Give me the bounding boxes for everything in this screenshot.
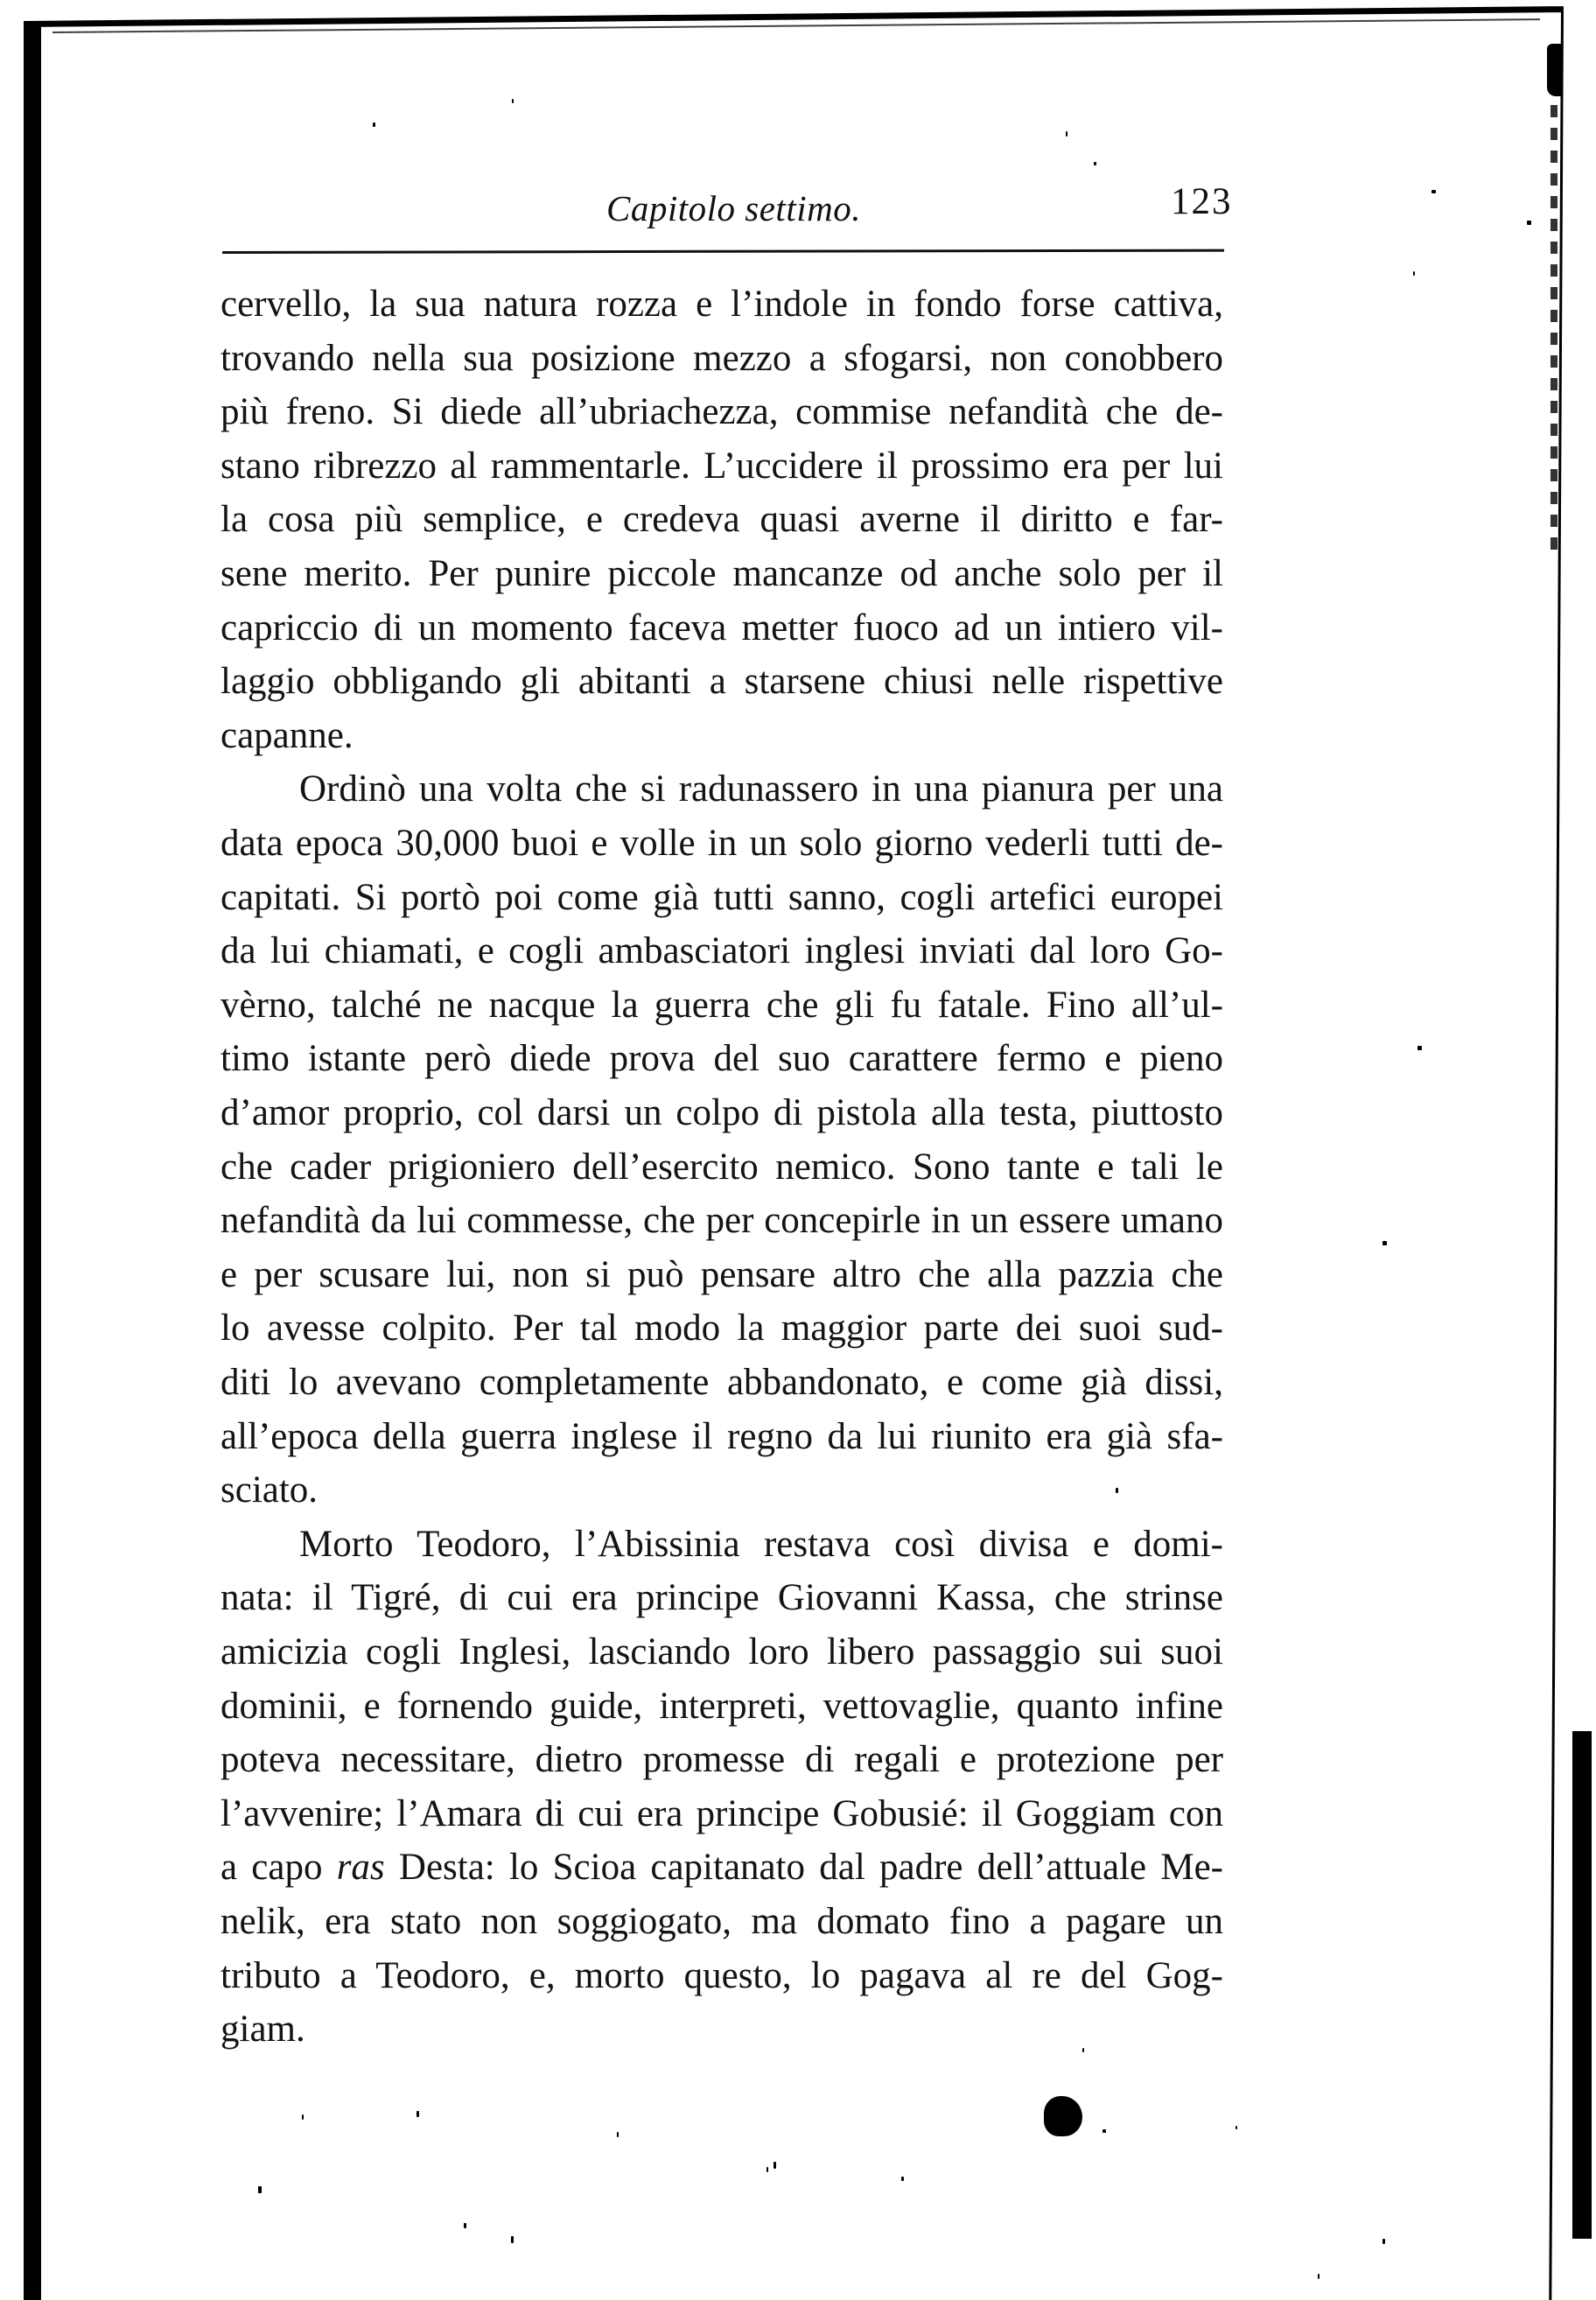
scan-speck [373,123,375,127]
scan-speck [1102,2129,1106,2133]
text-line: Morto Teodoro, l’Abissinia restava così divisa e domi- [299,1523,1223,1565]
text-line: nata: il Tigré, di cui era principe Giovanni Kassa, che strinse [220,1577,1223,1619]
scan-speck [464,2223,466,2228]
text-line: capitati. Si portò poi come già tutti sanno, cogli artefici europei [220,876,1223,918]
text-line: capanne. [220,714,354,756]
text-line: d’amor proprio, col darsi un colpo di pistola alla testa, piuttosto [220,1092,1223,1133]
text-line: all’epoca della guerra inglese il regno da lui riunito era già sfa- [220,1415,1223,1457]
text-line [220,1841,1223,1895]
scan-speck [1066,131,1068,137]
text-line: stano ribrezzo al rammentarle. L’uccidere il prossimo era per lui [220,445,1223,487]
scan-speck [302,2114,304,2120]
text-line: vèrno, talché ne nacque la guerra che gli fu fatale. Fino all’ul- [220,984,1223,1026]
header-rule [222,249,1224,254]
scan-speck [512,99,514,103]
scan-speck [1382,2239,1385,2244]
text-line: dominii, e fornendo guide, interpreti, vettovaglie, quanto infine [220,1685,1223,1727]
page-number: 123 [1171,181,1233,222]
text-line: timo istante però diede prova del suo carattere fermo e pieno [220,1038,1223,1080]
scan-speck [258,2186,262,2193]
text-segment: Desta: lo Scioa capitanato dal padre dell’attuale Me- [384,1847,1223,1889]
scan-border-right-thick [1572,1731,1592,2239]
scan-edge-noise [1550,105,1558,560]
text-line: giam. [220,2009,305,2051]
ink-blot [1044,2096,1082,2136]
text-line: poteva necessitare, dietro promesse di regali e protezione per [220,1739,1223,1781]
scan-speck [774,2162,776,2169]
scan-edge-blot [1547,44,1561,96]
text-line: da lui chiamati, e cogli ambasciatori inglesi inviati dal loro Go- [220,930,1223,972]
text-line: sene merito. Per punire piccole mancanze od anche solo per il [220,553,1223,594]
text-line: sciato. [220,1469,318,1511]
scan-speck [1432,190,1436,193]
scan-speck [1418,1046,1422,1050]
scan-border-top [24,6,1564,27]
scan-border-left [24,25,41,2300]
scan-speck [901,2177,904,2181]
text-line: data epoca 30,000 buoi e volle in un solo giorno vederli tutti de- [220,823,1223,864]
text-line: laggio obbligando gli abitanti a starsene chiusi nelle rispettive [220,661,1223,703]
text-line: nefandità da lui commesse, che per concepirle in un essere umano [220,1200,1223,1242]
text-line: che cader prigioniero dell’esercito nemico. Sono tante e tali le [220,1146,1223,1188]
scan-speck [766,2167,768,2172]
scan-speck [511,2236,514,2243]
scan-speck [1413,271,1415,276]
text-segment: a capo [220,1847,337,1889]
scan-speck [617,2132,619,2137]
scan-speck [1236,2126,1237,2129]
text-line: la cosa più semplice, e credeva quasi averne il diritto e far- [220,499,1223,541]
text-line: l’avvenire; l’Amara di cui era principe Gobusié: il Goggiam con [220,1792,1223,1834]
text-line: cervello, la sua natura rozza e l’indole in fondo forse cattiva, [220,284,1223,325]
running-head: Capitolo settimo. [606,188,861,228]
text-line: diti lo avevano completamente abbandonato, e come già dissi, [220,1362,1223,1403]
text-line: più freno. Si diede all’ubriachezza, commise nefandità che de- [220,391,1223,433]
text-line: capriccio di un momento faceva metter fuoco ad un intiero vil- [220,607,1223,649]
text-line: nelik, era stato non soggiogato, ma domato fino a pagare un [220,1901,1223,1942]
text-line: amicizia cogli Inglesi, lasciando loro libero passaggio sui suoi [220,1631,1223,1672]
text-line: e per scusare lui, non si può pensare altro che alla pazzia che [220,1253,1223,1295]
text-line: trovando nella sua posizione mezzo a sfogarsi, non conobbero [220,337,1223,379]
scan-speck [1094,162,1096,165]
italic-term: ras [336,1847,385,1889]
scan-speck [416,2111,419,2117]
text-line: tributo a Teodoro, e, morto questo, lo pagava al re del Gog- [220,1954,1223,1996]
scan-speck [1382,1241,1387,1245]
text-line: lo avesse colpito. Per tal modo la maggior parte dei suoi sud- [220,1308,1223,1350]
text-line: Ordinò una volta che si radunassero in una pianura per una [299,768,1223,810]
scan-speck [1527,221,1531,225]
scan-speck [1318,2274,1320,2279]
